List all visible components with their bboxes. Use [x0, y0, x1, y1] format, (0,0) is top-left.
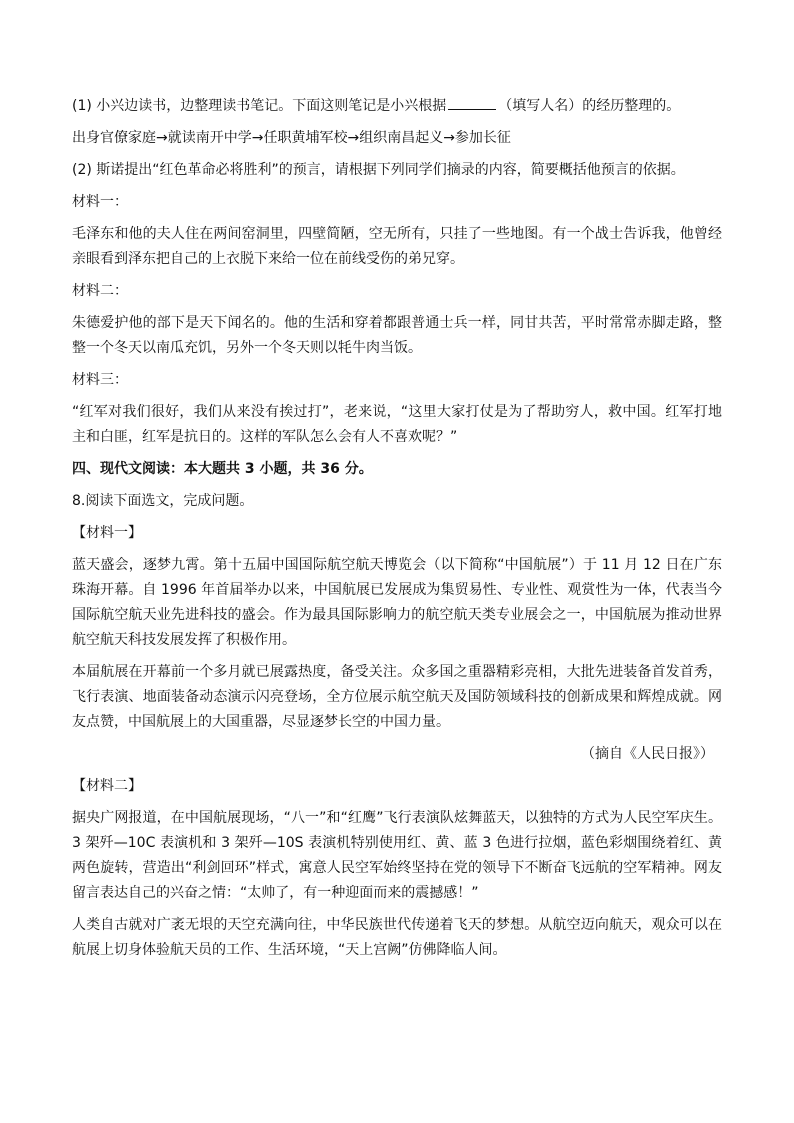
material-1-label: 材料一：: [72, 194, 128, 210]
material-2-label: 材料二：: [72, 283, 128, 299]
material-3-label: 材料三：: [72, 372, 128, 388]
reading-material-1-paragraph-1: 蓝天盛会，逐梦九霄。第十五届中国国际航空航天博览会（以下简称“中国航展”）于 11 月 12 日在广东珠海开幕。自 1996 年首届举办以来，中国航展已发展成为集贸易性、专业性、观赏性为一体，代表当今国际航空航天业先进科技的盛会。作为最具国际影响力的航空航天类专业展会之一，中国航展为推动世界航空航天科技发展发挥了积极作用。: [72, 557, 722, 648]
material-1-text: 毛泽东和他的夫人住在两间窑洞里，四壁简陋，空无所有，只挂了一些地图。有一个战士告诉我，他曾经亲眼看到泽东把自己的上衣脱下来给一位在前线受伤的弟兄穿。: [72, 226, 722, 267]
question-1-text: (1) 小兴边读书，边整理读书笔记。下面这则笔记是小兴根据: [72, 98, 447, 114]
reading-material-1-paragraph-2: 本届航展在开幕前一个多月就已展露热度，备受关注。众多国之重器精彩亮相，大批先进装备首发首秀，飞行表演、地面装备动态演示闪亮登场，全方位展示航空航天及国防领域科技的创新成果和辉煌成就。网友点赞，中国航展上的大国重器，尽显逐梦长空的中国力量。: [72, 664, 722, 730]
question-1-suffix: （填写人名）的经历整理的。: [498, 98, 681, 114]
reading-material-2-paragraph-1: 据央广网报道，在中国航展现场，“八一”和“红鹰”飞行表演队炫舞蓝天，以独特的方式为人民空军庆生。 3 架歼—10C 表演机和 3 架歼—10S 表演机特别使用红、黄、蓝 3 色进行拉烟，蓝色彩烟围绕着红、黄两色旋转，营造出“利剑回环”样式，寓意人民空军始终坚持在党的领导下不断奋飞远航的空军精神。网友留言表达自己的兴奋之情：“太帅了，有一种迎面而来的震撼感！”: [72, 810, 722, 901]
answer-blank[interactable]: [448, 95, 496, 110]
material-2-text: 朱德爱护他的部下是天下闻名的。他的生活和穿着都跟普通士兵一样，同甘共苦，平时常常赤脚走路，整整一个冬天以南瓜充饥，另外一个冬天则以牦牛肉当饭。: [72, 315, 722, 356]
timeline-note: 出身官僚家庭→就读南开中学→任职黄埔军校→组织南昌起义→参加长征: [72, 130, 511, 146]
material-3-text: “红军对我们很好，我们从来没有挨过打”，老来说，“这里大家打仗是为了帮助穷人，救中国。红军打地主和白匪，红军是抗日的。这样的军队怎么会有人不喜欢呢？”: [72, 404, 722, 445]
reading-material-1-label: 【材料一】: [72, 525, 142, 541]
question-1: [72, 94, 722, 119]
question-2: (2) 斯诺提出“红色革命必将胜利”的预言，请根据下列同学们摘录的内容，简要概括他预言的依据。: [72, 162, 685, 178]
section-heading: 四、现代文阅读：本大题共 3 小题，共 36 分。: [72, 461, 373, 477]
source-citation: （摘自《人民日报》）: [581, 746, 714, 762]
document-page: [72, 94, 722, 970]
question-8: 8.阅读下面选文，完成问题。: [72, 493, 254, 509]
reading-material-2-paragraph-2: 人类自古就对广袤无垠的天空充满向往，中华民族世代传递着飞天的梦想。从航空迈向航天，观众可以在航展上切身体验航天员的工作、生活环境，“天上宫阙”仿佛降临人间。: [72, 917, 722, 958]
reading-material-2-label: 【材料二】: [72, 778, 142, 794]
